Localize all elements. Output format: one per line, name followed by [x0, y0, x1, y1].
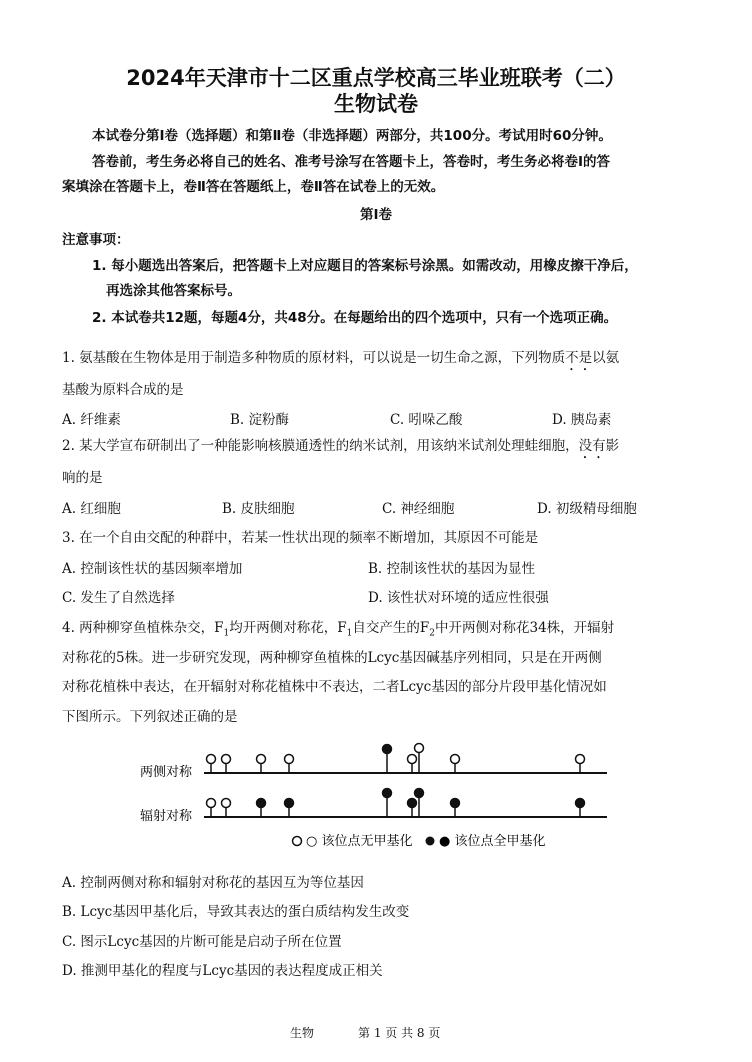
unmethylated-site-icon [408, 755, 417, 764]
unmethylated-site-icon [222, 799, 231, 808]
q1-option-c: C. 吲哚乙酸 [390, 412, 463, 428]
legend-filled-circle-icon [426, 837, 435, 846]
question-2-line-2: 响的是 [62, 470, 103, 486]
footer-subject: 生物 [290, 1026, 315, 1040]
q3-option-d: D. 该性状对环境的适应性很强 [368, 590, 549, 606]
unmethylated-site-icon [285, 755, 294, 764]
footer-page-number: 第 1 页 共 8 页 [358, 1026, 441, 1040]
q1-text-b: 以氨 [592, 350, 620, 366]
question-2-line-1 [62, 434, 619, 462]
q2-option-a: A. 红细胞 [62, 501, 121, 517]
q2-text-b: 影 [605, 438, 620, 454]
row-1-sites [207, 744, 585, 774]
question-4-line-4: 下图所示。下列叙述正确的是 [62, 709, 238, 725]
unmethylated-site-icon [257, 755, 266, 764]
q1-option-d: D. 胰岛素 [552, 412, 612, 428]
methylated-site-icon [451, 799, 460, 808]
q3-option-c: C. 发生了自然选择 [62, 590, 175, 606]
q1-emphasis: 不是 [565, 350, 593, 366]
q2-option-c: C. 神经细胞 [382, 501, 455, 517]
methylated-site-icon [576, 799, 585, 808]
intro-line-2: 答卷前，考生务必将自己的姓名、准考号涂写在答题卡上，答卷时，考生务必将卷Ⅰ的答 [92, 154, 611, 170]
intro-line-1: 本试卷分第Ⅰ卷（选择题）和第Ⅱ卷（非选择题）两部分，共100分。考试用时60分钟。 [92, 128, 612, 144]
unmethylated-site-icon [207, 799, 216, 808]
methylated-site-icon [408, 799, 417, 808]
section-title: 第Ⅰ卷 [359, 207, 393, 223]
methylated-site-icon [285, 799, 294, 808]
notice-1-line-1: 1. 每小题选出答案后，把答题卡上对应题目的答案标号涂黑。如需改动，用橡皮擦干净后， [92, 258, 638, 274]
notice-1-line-2: 再选涂其他答案标号。 [106, 283, 241, 299]
question-3-line-1: 3. 在一个自由交配的种群中，若某一性状出现的频率不断增加，其原因不可能是 [62, 530, 539, 546]
q3-option-a: A. 控制该性状的基因频率增加 [62, 561, 243, 577]
intro-line-3: 案填涂在答题卡上，卷Ⅱ答在答题纸上，卷Ⅱ答在试卷上的无效。 [62, 179, 445, 195]
methylated-site-icon [415, 789, 424, 798]
exam-subtitle: 生物试卷 [334, 92, 418, 116]
row-1-label: 两侧对称 [140, 765, 193, 780]
question-4-line-3: 对称花植株中表达，在开辐射对称花植株中不表达，二者Lcyc基因的部分片段甲基化情况如 [62, 679, 607, 695]
row-2-sites [207, 789, 585, 818]
q1-text-a: 1. 氨基酸在生物体是用于制造多种物质的原材料，可以说是一切生命之源，下列物质 [62, 350, 566, 366]
legend-methylated: ● 该位点全甲基化 [439, 834, 546, 849]
notice-heading: 注意事项： [62, 232, 130, 248]
methylated-site-icon [257, 799, 266, 808]
unmethylated-site-icon [415, 744, 424, 753]
q2-option-d: D. 初级精母细胞 [537, 501, 637, 517]
q4-option-c: C. 图示Lcyc基因的片断可能是启动子所在位置 [62, 934, 342, 950]
question-1-line-2: 基酸为原料合成的是 [62, 382, 184, 398]
unmethylated-site-icon [207, 755, 216, 764]
row-2-label: 辐射对称 [140, 809, 193, 824]
methylated-site-icon [383, 745, 392, 754]
question-4-line-2: 对称花的5株。进一步研究发现，两种柳穿鱼植株的Lcyc基因碱基序列相同，只是在开两侧 [62, 650, 602, 666]
question-1-line-1 [62, 346, 619, 374]
unmethylated-site-icon [451, 755, 460, 764]
exam-title: 2024年天津市十二区重点学校高三毕业班联考（二） [126, 66, 626, 90]
q4-option-b: B. Lcyc基因甲基化后，导致其表达的蛋白质结构发生改变 [62, 904, 410, 920]
q2-option-b: B. 皮肤细胞 [222, 501, 295, 517]
q4-text-a: 4. 两种柳穿鱼植株杂交，F [62, 620, 224, 636]
q4-sub-1: 1 [223, 628, 230, 639]
methylated-site-icon [383, 789, 392, 798]
unmethylated-site-icon [222, 755, 231, 764]
q4-sub-3: 2 [429, 628, 435, 639]
q4-text-d: 中开两侧对称花34株，开辐射 [435, 620, 615, 636]
unmethylated-site-icon [576, 755, 585, 764]
q4-option-d: D. 推测甲基化的程度与Lcyc基因的表达程度成正相关 [62, 963, 383, 979]
notice-2: 2. 本试卷共12题，每题4分，共48分。在每题给出的四个选项中，只有一个选项正确。 [92, 310, 618, 326]
legend-open-circle-icon [293, 837, 302, 846]
q1-option-b: B. 淀粉酶 [230, 412, 290, 428]
methylation-figure [0, 735, 752, 855]
q4-sub-2: 1 [346, 628, 353, 639]
question-4-line-1 [62, 616, 614, 639]
q3-option-b: B. 控制该性状的基因为显性 [368, 561, 536, 577]
q2-text-a: 2. 某大学宣布研制出了一种能影响核膜通透性的纳米试剂，用该纳米试剂处理蛙细胞， [62, 438, 579, 454]
q4-text-c: 自交产生的F [352, 620, 430, 636]
q1-option-a: A. 纤维素 [62, 412, 121, 428]
q4-text-b: 均开两侧对称花，F [229, 620, 347, 636]
legend-unmethylated: ○ 该位点无甲基化 [306, 834, 413, 849]
q4-option-a: A. 控制两侧对称和辐射对称花的基因互为等位基因 [62, 875, 364, 891]
q2-emphasis: 没有 [578, 438, 606, 454]
